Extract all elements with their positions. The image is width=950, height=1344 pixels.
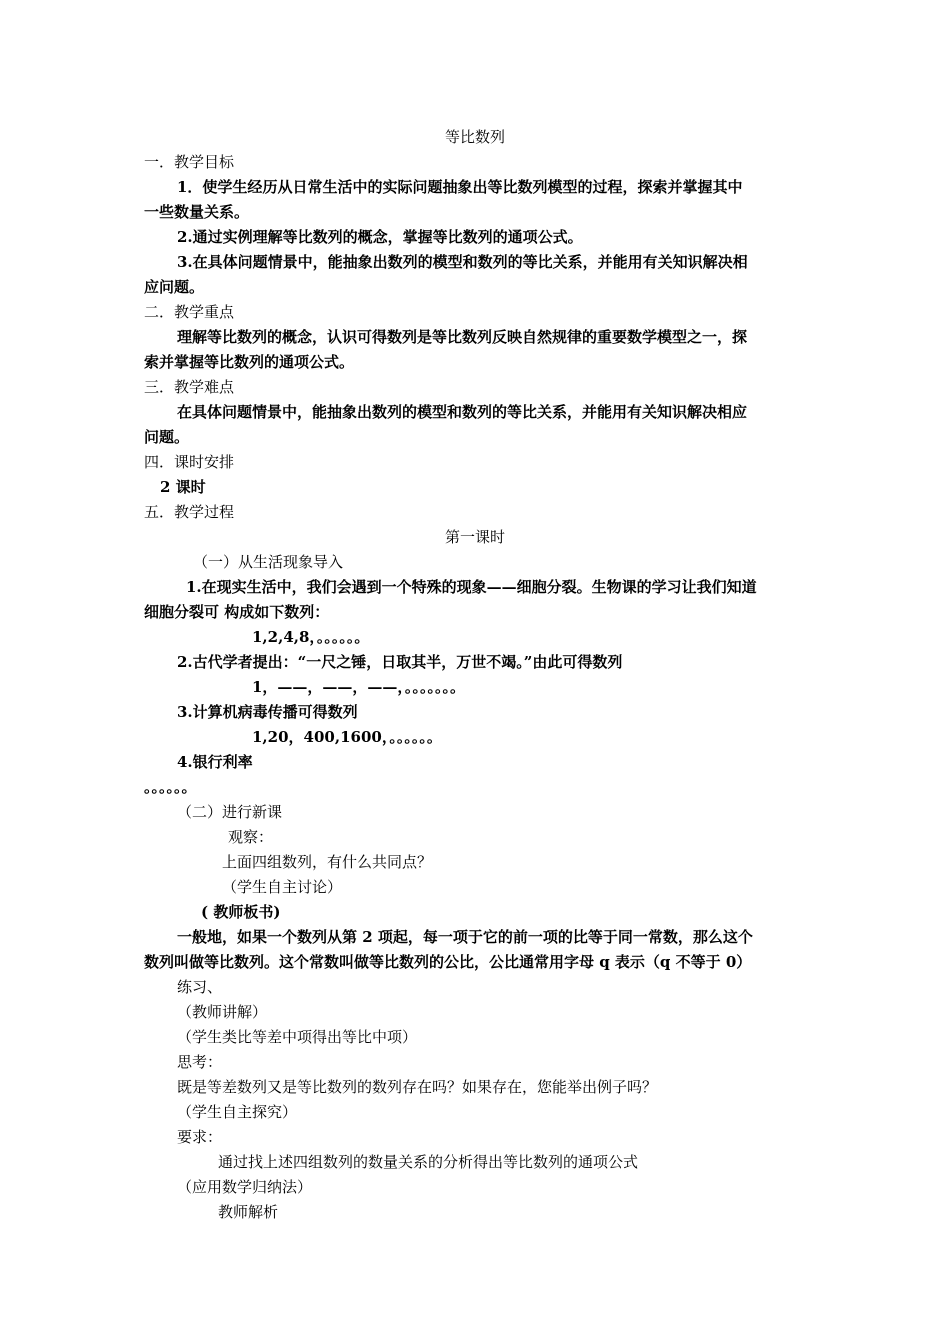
explore-note: （学生自主探究）: [177, 1103, 298, 1121]
ellipsis-dots: 。。。。。。: [144, 778, 197, 796]
example-3: 3.计算机病毒传播可得数列: [177, 703, 358, 721]
objective-1-line-2: 一些数量关系。: [144, 203, 250, 221]
objective-2: 2.通过实例理解等比数列的概念，掌握等比数列的通项公式。: [177, 228, 583, 246]
example-4: 4.银行利率: [177, 753, 253, 771]
require-text: 通过找上述四组数列的数量关系的分析得出等比数列的通项公式: [218, 1153, 639, 1171]
objective-1-line-1: 1．使学生经历从日常生活中的实际问题抽象出等比数列模型的过程，探索并掌握其中: [177, 178, 743, 196]
section-heading-objectives: 一．教学目标: [144, 153, 235, 171]
think-question: 既是等差数列又是等比数列的数列存在吗？如果存在，您能举出例子吗？: [177, 1078, 658, 1096]
teacher-analysis-label: 教师解析: [218, 1203, 279, 1221]
part-1-heading: （一）从生活现象导入: [193, 553, 344, 571]
require-label: 要求：: [177, 1128, 223, 1146]
difficulties-line-2: 问题。: [144, 428, 190, 446]
section-heading-difficulties: 三．教学难点: [144, 378, 235, 396]
schedule-text: 2 课时: [160, 478, 206, 496]
induction-note: （应用数学归纳法）: [177, 1178, 313, 1196]
difficulties-line-1: 在具体问题情景中，能抽象出数列的模型和数列的等比关系，并能用有关知识解决相应: [177, 403, 748, 421]
practice-label: 练习、: [177, 978, 223, 996]
example-2: 2.古代学者提出：“一尺之锤，日取其半，万世不竭。”由此可得数列: [177, 653, 623, 671]
sequence-2: 1，——，——，——，。。。。。。。: [252, 678, 465, 696]
definition-line-2: 数列叫做等比数列。这个常数叫做等比数列的公比，公比通常用字母 q 表示（q 不等于 0）: [144, 953, 752, 971]
observe-question: 上面四组数列，有什么共同点？: [222, 853, 433, 871]
student-discussion-note: （学生自主讨论）: [222, 878, 343, 896]
example-1-line-1: 1.在现实生活中，我们会遇到一个特殊的现象——细胞分裂。生物课的学习让我们知道: [186, 578, 757, 596]
definition-line-1: 一般地，如果一个数列从第 2 项起，每一项于它的前一项的比等于同一常数，那么这个: [177, 928, 753, 946]
analogy-note: （学生类比等差中项得出等比中项）: [177, 1028, 418, 1046]
key-points-line-1: 理解等比数列的概念，认识可得数列是等比数列反映自然规律的重要数学模型之一，探: [177, 328, 748, 346]
sequence-3: 1,20，400,1600，。。。。。。: [252, 728, 442, 746]
lesson-title: 第一课时: [444, 528, 505, 546]
observe-label: 观察：: [228, 828, 274, 846]
teacher-explain-note: （教师讲解）: [177, 1003, 268, 1021]
part-2-heading: （二）进行新课: [177, 803, 283, 821]
teacher-board-note: ( 教师板书): [201, 903, 281, 921]
section-heading-schedule: 四．课时安排: [144, 453, 235, 471]
objective-3-line-2: 应问题。: [144, 278, 205, 296]
key-points-line-2: 索并掌握等比数列的通项公式。: [144, 353, 355, 371]
sequence-1: 1,2,4,8，。。。。。。: [252, 628, 370, 646]
example-1-line-2: 细胞分裂可 构成如下数列：: [144, 603, 330, 621]
document-title: 等比数列: [444, 128, 505, 146]
section-heading-key-points: 二．教学重点: [144, 303, 235, 321]
objective-3-line-1: 3.在具体问题情景中，能抽象出数列的模型和数列的等比关系，并能用有关知识解决相: [177, 253, 748, 271]
think-label: 思考：: [177, 1053, 223, 1071]
section-heading-process: 五．教学过程: [144, 503, 235, 521]
